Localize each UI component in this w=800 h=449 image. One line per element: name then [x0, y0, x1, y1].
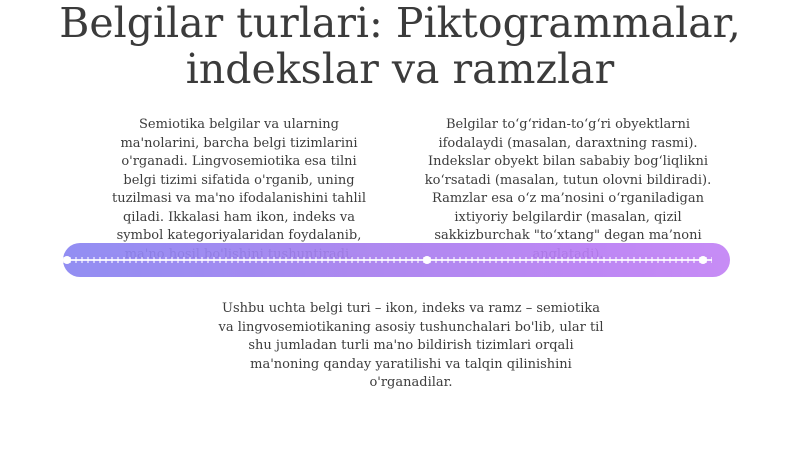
- timeline-track: [63, 259, 712, 261]
- bottom-paragraph: Ushbu uchta belgi turi – ikon, indeks va ramz – semiotika va lingvosemiotikaning asosiy tushunchalari bo'lib, ular til shu jumladan turli ma'no bildirish tizimlari orqali ma'noning qanday yaratilishi va talqin qilinishini o'rganadilar.: [218, 301, 604, 390]
- timeline-bar: [63, 243, 730, 277]
- page-title: [0, 0, 800, 92]
- page-title-line-1: Belgilar turlari: Piktogrammalar,: [59, 0, 741, 47]
- timeline-dot-end: [699, 256, 707, 264]
- timeline-dot-middle: [423, 256, 431, 264]
- left-paragraph: Semiotika belgilar va ularning ma'nolarini, barcha belgi tizimlarini o'rganadi. Lingvosemiotika esa tilni belgi tizimi sifatida o'rganib, uning tuzilmasi va ma'no ifodalanishini tahlil qiladi. Ikkalasi ham ikon, indeks va symbol kategoriyalaridan foydalanib,: [111, 117, 366, 243]
- timeline-dot-start: [63, 256, 71, 264]
- page-title-line-2: indekslar va ramzlar: [185, 45, 615, 93]
- right-paragraph: Belgilar to‘g‘ridan-to‘g‘ri obyektlarni ifodalaydi (masalan, daraxtning rasmi). Indekslar obyekt bilan sababiy bog‘liqlikni ko‘rsatadi (masalan, tutun olovni bildiradi). Ramzlar esa o‘z ma’nosini o‘rganiladigan ixtiyoriy belgilardir (masalan, qizil sakkizburchak "to‘xtang" degan ma’noni: [424, 117, 712, 243]
